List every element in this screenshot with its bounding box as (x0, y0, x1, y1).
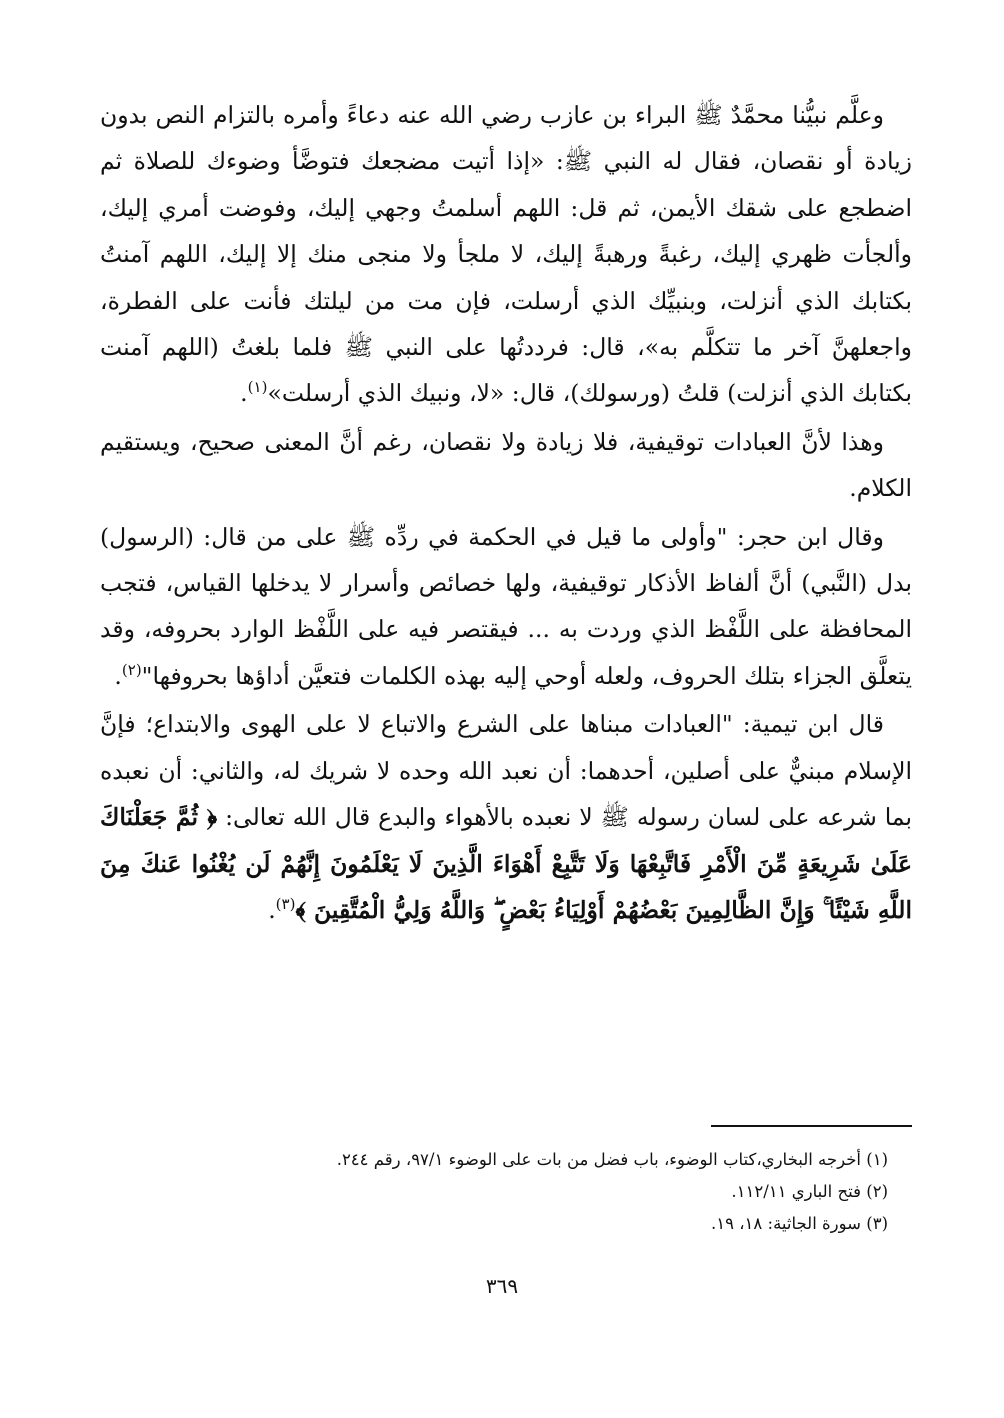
paragraph (100, 701, 912, 933)
paragraph-end: . (240, 379, 248, 408)
paragraph-end: . (268, 895, 276, 924)
paragraph-text: قال ابن تيمية: "العبادات مبناها على الشرع والاتباع لا على الهوى والابتداع؛ فإنَّ الإسلام مبنيٌّ على أصلين، أحدهما: أن نعبد الله وحده لا شريك له، والثاني: أن نعبده بما شرعه على لسان رسوله ﷺ لا نعبده بالأهواء والبدع قال الله تعالى: (100, 710, 912, 832)
quran-verse: ﴿ ثُمَّ جَعَلْنَاكَ عَلَىٰ شَرِيعَةٍ مِّنَ الْأَمْرِ فَاتَّبِعْهَا وَلَا تَتَّبِعْ أَهْوَاءَ الَّذِينَ لَا يَعْلَمُونَ إِنَّهُمْ لَن يُغْنُوا عَنكَ مِنَ اللَّهِ شَيْئًا ۚ وَإِنَّ الظَّالِمِينَ بَعْضُهُمْ أَوْلِيَاءُ بَعْضٍ ۖ وَاللَّهُ وَلِيُّ الْمُتَّقِينَ ﴾ (100, 803, 912, 924)
footnote-separator (711, 1125, 912, 1127)
footnote-reference: (١) (247, 378, 268, 397)
paragraph (100, 92, 912, 417)
page-body (100, 92, 912, 933)
page-number: ٣٦٩ (485, 1274, 519, 1298)
paragraph (100, 514, 912, 700)
paragraph-text: وهذا لأنَّ العبادات توقيفية، فلا زيادة ولا نقصان، رغم أنَّ المعنى صحيح، ويستقيم الكلام. (100, 427, 912, 503)
footnote: (١) أخرجه البخاري،كتاب الوضوء، باب فضل من بات على الوضوء ٩٧/١، رقم ٢٤٤. (336, 1150, 888, 1169)
footnote-reference: (٣) (275, 895, 296, 914)
paragraph-text: وقال ابن حجر: "وأولى ما قيل في الحكمة في ردِّه ﷺ على من قال: (الرسول) بدل (النَّبي) أنَّ ألفاظ الأذكار توقيفية، ولها خصائص وأسرار لا يدخلها القياس، فتجب المحافظة على اللَّفْظ الذي وردت به ... فيقتصر فيه على اللَّفْظ الوارد بحروفه، وقد يتعلَّق الجزاء بتلك الحروف، ولعله أوحي إليه بهذه الكلمات فتعيَّن أداؤها بحروفها" (100, 522, 912, 690)
footnotes (100, 1144, 900, 1240)
footnote: (٢) فتح الباري ١١٢/١١. (731, 1182, 888, 1201)
paragraph-end: . (114, 661, 122, 690)
paragraph-text: وعلَّم نبيُّنا محمَّدٌ ﷺ البراء بن عازب رضي الله عنه دعاءً وأمره بالتزام النص بدون زيادة أو نقصان، فقال له النبي ﷺ: «إذا أتيت مضجعك فتوضَّأ وضوءك للصلاة ثم اضطجع على شقك الأيمن، ثم قل: اللهم أسلمتُ وجهي إليك، وفوضت أمري إليك، وألجأت ظهري إليك، رغبةً ورهبةً إليك، لا ملجأ ولا منجى منك إلا إليك، اللهم آمنتُ بكتابك الذي أنزلت، وبنبيِّك الذي أرسلت، فإن مت من ليلتك فأنت على الفطرة، واجعلهنَّ آخر ما تتكلَّم به»، قال: فرددتُها على النبي ﷺ فلما بلغتُ (اللهم آمنت بكتابك الذي أنزلت) قلتُ (ورسولك)، قال: «لا، ونبيك الذي أرسلت» (100, 101, 912, 408)
footnote: (٣) سورة الجاثية: ١٨، ١٩. (710, 1214, 888, 1233)
footnote-reference: (٢) (121, 661, 142, 680)
paragraph (100, 419, 912, 512)
